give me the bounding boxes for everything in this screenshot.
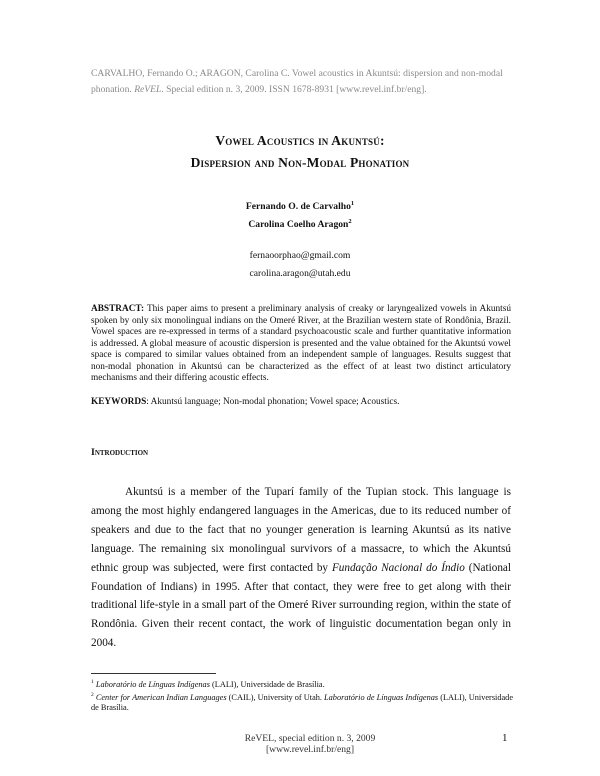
author-2 — [100, 218, 500, 230]
paragraph-text-start: Akuntsú is a member of the Tuparí family of the Tupian stock. This language is among the most highly endangered languages in the Americas, due to its reduced number of speakers and due to the fact that no younger generation is learning Akuntsú as its native language. The remaining six monolingual survivors of a massacre, to which the Akuntsú ethnic group was subjected, were first contacted by — [91, 486, 511, 574]
author-1 — [100, 200, 500, 212]
running-head — [91, 66, 531, 98]
running-head-line2 — [91, 82, 531, 98]
paragraph-text-italic: Fundação Nacional do Índio — [331, 561, 465, 574]
footnote-italic: Center for American Indian Languages — [95, 692, 227, 702]
page-footer: ReVEL, special edition n. 3, 2009 [www.revel.inf.br/eng] — [244, 733, 376, 755]
footnote-mark: 1 — [91, 679, 94, 685]
footnote-mark: 2 — [91, 691, 94, 698]
paper-title-line2: Dispersion and Non-Modal Phonation — [190, 155, 410, 170]
introduction-paragraph — [91, 483, 511, 653]
footnotes — [91, 677, 516, 713]
abstract-label: ABSTRACT: — [91, 304, 145, 314]
author-name: Carolina Coelho Aragon — [248, 219, 349, 231]
footnote-italic-2: Laboratório de Línguas Indígenas — [324, 692, 439, 702]
journal-name: ReVEL — [134, 84, 162, 95]
running-head-line1: CARVALHO, Fernando O.; ARAGON, Carolina C. Vowel acoustics in Akuntsú: dispersion and non-modal — [91, 68, 503, 79]
footnote-text-2: (LALI), Universidade de Brasília. — [91, 692, 514, 712]
page-number: 1 — [502, 732, 508, 744]
footnote-1 — [91, 677, 516, 690]
footnote-text: (LALI), Universidade de Brasília. — [209, 679, 325, 689]
keywords-text: : Akuntsú language; Non-modal phonation; Vowel space; Acoustics. — [146, 397, 400, 407]
keywords-label: KEYWORDS — [91, 397, 147, 407]
paper-title-line1: Vowel Acoustics in Akuntsú: — [215, 133, 385, 148]
footnote-mark[interactable]: 2 — [348, 218, 352, 225]
author-email-2[interactable]: carolina.aragon@utah.edu — [249, 268, 351, 279]
footnote-2 — [91, 690, 516, 713]
footnote-mark[interactable]: 1 — [350, 200, 355, 207]
keywords — [91, 397, 511, 409]
running-head-prefix: phonation. — [91, 84, 132, 95]
paragraph-text-end: (National Foundation of Indians) in 1995. After that contact, they were free to get along with their traditional life-style in a small part of the Omeré River surrounding region, within the state of Rondônia. Given their recent contact, the work of linguistic documentation began only in 2004. — [91, 561, 511, 650]
running-head-suffix: . Special edition n. 3, 2009. ISSN 1678-8931 [www.revel.inf.br/eng]. — [161, 84, 427, 95]
abstract — [91, 304, 511, 385]
footnote-italic: Laboratório de Línguas Indígenas — [95, 679, 210, 689]
section-heading-introduction: Introduction — [91, 447, 149, 458]
author-email-1[interactable]: fernaoorphao@gmail.com — [249, 250, 351, 261]
footnote-text: (CAIL), University of Utah. — [226, 692, 325, 702]
author-name: Fernando O. de Carvalho — [245, 201, 351, 213]
footnote-divider — [91, 673, 216, 674]
abstract-text: This paper aims to present a preliminary analysis of creaky or laryngealized vowels in Akuntsú spoken by only six monolingual indians on the Omeré River, at the Brazilian western state of Rondônia, Brazil. Vowel spaces are re-expressed in terms of a standard psychoacoustic scale and further quantitative information is addressed. A global measure of acoustic dispersion is presented and the value obtained for the Akuntsú vowel space is compared to similar values obtained from an independent sample of languages. Results suggest that non-modal phonation in Akuntsú can be characterized as the effect of at least two distinct articulatory mechanisms and their differing acoustic effects. — [91, 304, 512, 383]
